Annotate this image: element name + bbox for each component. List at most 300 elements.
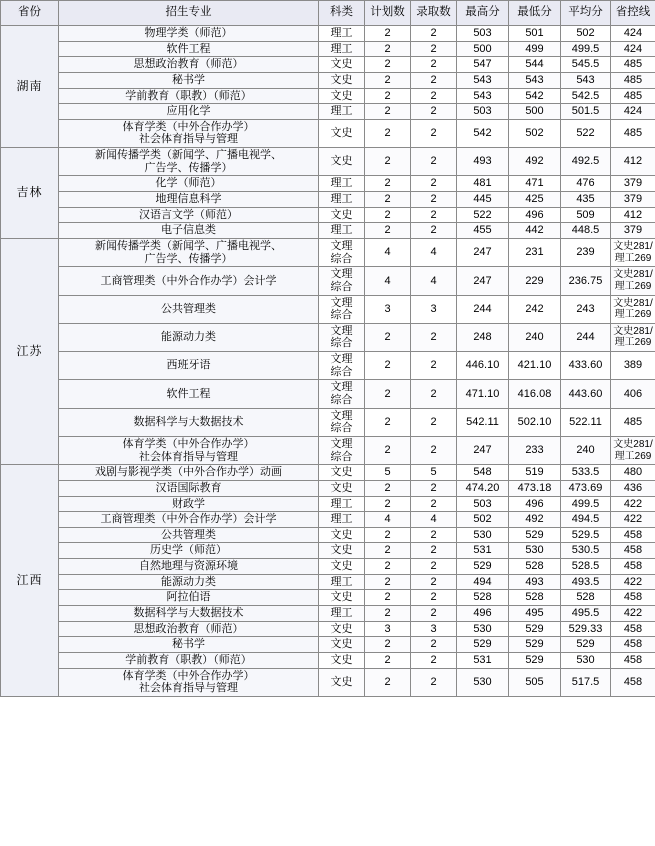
max-score-cell: 445	[457, 192, 509, 208]
control-line-cell: 文史281/ 理工269	[611, 436, 655, 464]
min-score-cell: 492	[509, 512, 561, 528]
category-cell: 理工	[319, 574, 365, 590]
min-score-cell: 500	[509, 104, 561, 120]
avg-score-cell: 543	[561, 72, 611, 88]
min-score-cell: 501	[509, 26, 561, 42]
min-score-cell: 493	[509, 574, 561, 590]
plan-count-cell: 4	[365, 512, 411, 528]
header-avg-score: 平均分	[561, 1, 611, 26]
table-row	[1, 574, 655, 590]
major-cell: 软件工程	[59, 380, 319, 408]
control-line-cell: 422	[611, 512, 655, 528]
admitted-count-cell: 2	[411, 148, 457, 176]
admitted-count-cell: 2	[411, 574, 457, 590]
category-cell: 文理 综合	[319, 323, 365, 351]
avg-score-cell: 239	[561, 238, 611, 266]
min-score-cell: 229	[509, 267, 561, 295]
category-cell: 文理 综合	[319, 436, 365, 464]
plan-count-cell: 2	[365, 496, 411, 512]
table-row	[1, 480, 655, 496]
table-row	[1, 41, 655, 57]
category-cell: 文理 综合	[319, 295, 365, 323]
major-cell: 体育学类（中外合作办学） 社会体育指导与管理	[59, 668, 319, 696]
major-cell: 化学（师范）	[59, 176, 319, 192]
category-cell: 文史	[319, 207, 365, 223]
min-score-cell: 528	[509, 559, 561, 575]
category-cell: 文理 综合	[319, 352, 365, 380]
table-row	[1, 380, 655, 408]
major-cell: 学前教育（职教）（师范）	[59, 652, 319, 668]
province-cell: 江苏	[1, 238, 59, 464]
category-cell: 文史	[319, 590, 365, 606]
max-score-cell: 446.10	[457, 352, 509, 380]
category-cell: 文理 综合	[319, 408, 365, 436]
control-line-cell: 412	[611, 148, 655, 176]
major-cell: 公共管理类	[59, 295, 319, 323]
table-row	[1, 352, 655, 380]
table-row	[1, 267, 655, 295]
category-cell: 理工	[319, 104, 365, 120]
min-score-cell: 421.10	[509, 352, 561, 380]
min-score-cell: 492	[509, 148, 561, 176]
admitted-count-cell: 2	[411, 637, 457, 653]
major-cell: 新闻传播学类（新闻学、广播电视学、 广告学、传播学）	[59, 238, 319, 266]
admitted-count-cell: 2	[411, 352, 457, 380]
admitted-count-cell: 2	[411, 605, 457, 621]
avg-score-cell: 509	[561, 207, 611, 223]
avg-score-cell: 443.60	[561, 380, 611, 408]
control-line-cell: 485	[611, 119, 655, 147]
max-score-cell: 547	[457, 57, 509, 73]
major-cell: 思想政治教育（师范）	[59, 621, 319, 637]
max-score-cell: 542	[457, 119, 509, 147]
control-line-cell: 379	[611, 192, 655, 208]
control-line-cell: 424	[611, 104, 655, 120]
max-score-cell: 474.20	[457, 480, 509, 496]
category-cell: 理工	[319, 26, 365, 42]
major-cell: 学前教育（职教）（师范）	[59, 88, 319, 104]
table-row	[1, 436, 655, 464]
table-row	[1, 26, 655, 42]
major-cell: 工商管理类（中外合作办学）会计学	[59, 267, 319, 295]
plan-count-cell: 2	[365, 637, 411, 653]
major-cell: 西班牙语	[59, 352, 319, 380]
min-score-cell: 473.18	[509, 480, 561, 496]
header-major: 招生专业	[59, 1, 319, 26]
major-cell: 秘书学	[59, 637, 319, 653]
admitted-count-cell: 2	[411, 652, 457, 668]
major-cell: 财政学	[59, 496, 319, 512]
max-score-cell: 543	[457, 88, 509, 104]
plan-count-cell: 2	[365, 223, 411, 239]
avg-score-cell: 494.5	[561, 512, 611, 528]
plan-count-cell: 4	[365, 238, 411, 266]
min-score-cell: 529	[509, 652, 561, 668]
avg-score-cell: 528	[561, 590, 611, 606]
control-line-cell: 458	[611, 668, 655, 696]
min-score-cell: 242	[509, 295, 561, 323]
admitted-count-cell: 2	[411, 496, 457, 512]
min-score-cell: 529	[509, 527, 561, 543]
avg-score-cell: 492.5	[561, 148, 611, 176]
control-line-cell: 379	[611, 223, 655, 239]
min-score-cell: 442	[509, 223, 561, 239]
plan-count-cell: 3	[365, 295, 411, 323]
category-cell: 理工	[319, 41, 365, 57]
admitted-count-cell: 2	[411, 559, 457, 575]
table-row	[1, 192, 655, 208]
table-row	[1, 512, 655, 528]
plan-count-cell: 2	[365, 559, 411, 575]
plan-count-cell: 2	[365, 652, 411, 668]
avg-score-cell: 435	[561, 192, 611, 208]
control-line-cell: 412	[611, 207, 655, 223]
control-line-cell: 458	[611, 621, 655, 637]
admitted-count-cell: 3	[411, 621, 457, 637]
category-cell: 文史	[319, 637, 365, 653]
plan-count-cell: 2	[365, 605, 411, 621]
major-cell: 秘书学	[59, 72, 319, 88]
control-line-cell: 458	[611, 637, 655, 653]
table-row	[1, 104, 655, 120]
major-cell: 数据科学与大数据技术	[59, 408, 319, 436]
min-score-cell: 499	[509, 41, 561, 57]
min-score-cell: 502	[509, 119, 561, 147]
control-line-cell: 文史281/ 理工269	[611, 267, 655, 295]
control-line-cell: 文史281/ 理工269	[611, 323, 655, 351]
max-score-cell: 502	[457, 512, 509, 528]
admitted-count-cell: 2	[411, 323, 457, 351]
major-cell: 能源动力类	[59, 574, 319, 590]
control-line-cell: 422	[611, 574, 655, 590]
header-control-line: 省控线	[611, 1, 655, 26]
max-score-cell: 247	[457, 238, 509, 266]
major-cell: 软件工程	[59, 41, 319, 57]
table-row	[1, 148, 655, 176]
avg-score-cell: 522.11	[561, 408, 611, 436]
admitted-count-cell: 2	[411, 408, 457, 436]
plan-count-cell: 4	[365, 267, 411, 295]
header-plan-count: 计划数	[365, 1, 411, 26]
control-line-cell: 458	[611, 527, 655, 543]
max-score-cell: 494	[457, 574, 509, 590]
table-row	[1, 465, 655, 481]
category-cell: 文理 综合	[319, 380, 365, 408]
max-score-cell: 500	[457, 41, 509, 57]
avg-score-cell: 433.60	[561, 352, 611, 380]
control-line-cell: 422	[611, 605, 655, 621]
control-line-cell: 480	[611, 465, 655, 481]
max-score-cell: 522	[457, 207, 509, 223]
table-row	[1, 652, 655, 668]
avg-score-cell: 530.5	[561, 543, 611, 559]
max-score-cell: 503	[457, 496, 509, 512]
max-score-cell: 528	[457, 590, 509, 606]
min-score-cell: 544	[509, 57, 561, 73]
min-score-cell: 543	[509, 72, 561, 88]
avg-score-cell: 522	[561, 119, 611, 147]
avg-score-cell: 528.5	[561, 559, 611, 575]
control-line-cell: 文史281/ 理工269	[611, 238, 655, 266]
plan-count-cell: 2	[365, 57, 411, 73]
table-row	[1, 57, 655, 73]
min-score-cell: 496	[509, 207, 561, 223]
major-cell: 历史学（师范）	[59, 543, 319, 559]
category-cell: 文史	[319, 668, 365, 696]
plan-count-cell: 2	[365, 352, 411, 380]
control-line-cell: 458	[611, 559, 655, 575]
control-line-cell: 485	[611, 57, 655, 73]
category-cell: 理工	[319, 605, 365, 621]
category-cell: 文史	[319, 119, 365, 147]
table-row	[1, 496, 655, 512]
avg-score-cell: 240	[561, 436, 611, 464]
min-score-cell: 505	[509, 668, 561, 696]
max-score-cell: 531	[457, 543, 509, 559]
admitted-count-cell: 2	[411, 207, 457, 223]
table-row	[1, 238, 655, 266]
category-cell: 文史	[319, 543, 365, 559]
min-score-cell: 542	[509, 88, 561, 104]
avg-score-cell: 502	[561, 26, 611, 42]
table-row	[1, 527, 655, 543]
header-category: 科类	[319, 1, 365, 26]
table-row	[1, 621, 655, 637]
table-header-row	[1, 1, 655, 26]
table-row	[1, 295, 655, 323]
admitted-count-cell: 2	[411, 590, 457, 606]
province-cell: 吉林	[1, 148, 59, 239]
table-row	[1, 119, 655, 147]
admitted-count-cell: 2	[411, 380, 457, 408]
avg-score-cell: 530	[561, 652, 611, 668]
header-min-score: 最低分	[509, 1, 561, 26]
max-score-cell: 247	[457, 436, 509, 464]
major-cell: 新闻传播学类（新闻学、广播电视学、 广告学、传播学）	[59, 148, 319, 176]
min-score-cell: 425	[509, 192, 561, 208]
category-cell: 文史	[319, 57, 365, 73]
avg-score-cell: 517.5	[561, 668, 611, 696]
max-score-cell: 455	[457, 223, 509, 239]
category-cell: 理工	[319, 176, 365, 192]
control-line-cell: 485	[611, 408, 655, 436]
plan-count-cell: 2	[365, 148, 411, 176]
avg-score-cell: 448.5	[561, 223, 611, 239]
plan-count-cell: 2	[365, 480, 411, 496]
avg-score-cell: 499.5	[561, 41, 611, 57]
max-score-cell: 531	[457, 652, 509, 668]
admitted-count-cell: 2	[411, 543, 457, 559]
admitted-count-cell: 3	[411, 295, 457, 323]
min-score-cell: 529	[509, 621, 561, 637]
min-score-cell: 530	[509, 543, 561, 559]
min-score-cell: 529	[509, 637, 561, 653]
category-cell: 理工	[319, 192, 365, 208]
table-row	[1, 408, 655, 436]
min-score-cell: 471	[509, 176, 561, 192]
category-cell: 文史	[319, 480, 365, 496]
max-score-cell: 548	[457, 465, 509, 481]
control-line-cell: 422	[611, 496, 655, 512]
admitted-count-cell: 2	[411, 104, 457, 120]
plan-count-cell: 2	[365, 380, 411, 408]
category-cell: 文史	[319, 527, 365, 543]
admitted-count-cell: 2	[411, 57, 457, 73]
control-line-cell: 389	[611, 352, 655, 380]
table-body	[1, 26, 655, 697]
plan-count-cell: 2	[365, 192, 411, 208]
major-cell: 自然地理与资源环境	[59, 559, 319, 575]
major-cell: 能源动力类	[59, 323, 319, 351]
major-cell: 公共管理类	[59, 527, 319, 543]
plan-count-cell: 3	[365, 621, 411, 637]
plan-count-cell: 2	[365, 668, 411, 696]
table-row	[1, 72, 655, 88]
admitted-count-cell: 2	[411, 119, 457, 147]
admitted-count-cell: 2	[411, 668, 457, 696]
avg-score-cell: 236.75	[561, 267, 611, 295]
avg-score-cell: 243	[561, 295, 611, 323]
min-score-cell: 233	[509, 436, 561, 464]
major-cell: 思想政治教育（师范）	[59, 57, 319, 73]
plan-count-cell: 2	[365, 176, 411, 192]
min-score-cell: 240	[509, 323, 561, 351]
admitted-count-cell: 2	[411, 41, 457, 57]
province-cell: 江西	[1, 465, 59, 697]
control-line-cell: 485	[611, 72, 655, 88]
min-score-cell: 495	[509, 605, 561, 621]
max-score-cell: 248	[457, 323, 509, 351]
table-row	[1, 88, 655, 104]
max-score-cell: 530	[457, 621, 509, 637]
max-score-cell: 529	[457, 637, 509, 653]
max-score-cell: 530	[457, 668, 509, 696]
control-line-cell: 文史281/ 理工269	[611, 295, 655, 323]
major-cell: 数据科学与大数据技术	[59, 605, 319, 621]
admitted-count-cell: 4	[411, 267, 457, 295]
plan-count-cell: 2	[365, 72, 411, 88]
admitted-count-cell: 2	[411, 72, 457, 88]
category-cell: 理工	[319, 223, 365, 239]
min-score-cell: 416.08	[509, 380, 561, 408]
major-cell: 汉语言文学（师范）	[59, 207, 319, 223]
admitted-count-cell: 2	[411, 176, 457, 192]
major-cell: 戏剧与影视学类（中外合作办学）动画	[59, 465, 319, 481]
plan-count-cell: 2	[365, 323, 411, 351]
control-line-cell: 458	[611, 543, 655, 559]
control-line-cell: 406	[611, 380, 655, 408]
admitted-count-cell: 2	[411, 192, 457, 208]
avg-score-cell: 529.33	[561, 621, 611, 637]
plan-count-cell: 5	[365, 465, 411, 481]
avg-score-cell: 499.5	[561, 496, 611, 512]
plan-count-cell: 2	[365, 207, 411, 223]
max-score-cell: 481	[457, 176, 509, 192]
control-line-cell: 436	[611, 480, 655, 496]
header-admitted-count: 录取数	[411, 1, 457, 26]
category-cell: 文理 综合	[319, 238, 365, 266]
category-cell: 文史	[319, 465, 365, 481]
table-row	[1, 605, 655, 621]
plan-count-cell: 2	[365, 590, 411, 606]
major-cell: 汉语国际教育	[59, 480, 319, 496]
admitted-count-cell: 2	[411, 527, 457, 543]
admitted-count-cell: 4	[411, 238, 457, 266]
table-row	[1, 543, 655, 559]
plan-count-cell: 2	[365, 119, 411, 147]
category-cell: 文史	[319, 88, 365, 104]
province-cell: 湖南	[1, 26, 59, 148]
plan-count-cell: 2	[365, 436, 411, 464]
table-row	[1, 176, 655, 192]
max-score-cell: 530	[457, 527, 509, 543]
plan-count-cell: 2	[365, 41, 411, 57]
min-score-cell: 502.10	[509, 408, 561, 436]
header-province: 省份	[1, 1, 59, 26]
major-cell: 工商管理类（中外合作办学）会计学	[59, 512, 319, 528]
admitted-count-cell: 2	[411, 223, 457, 239]
min-score-cell: 231	[509, 238, 561, 266]
control-line-cell: 485	[611, 88, 655, 104]
max-score-cell: 543	[457, 72, 509, 88]
control-line-cell: 458	[611, 590, 655, 606]
min-score-cell: 519	[509, 465, 561, 481]
category-cell: 文史	[319, 621, 365, 637]
max-score-cell: 542.11	[457, 408, 509, 436]
major-cell: 物理学类（师范）	[59, 26, 319, 42]
major-cell: 应用化学	[59, 104, 319, 120]
category-cell: 文史	[319, 72, 365, 88]
major-cell: 电子信息类	[59, 223, 319, 239]
table-row	[1, 207, 655, 223]
admitted-count-cell: 2	[411, 26, 457, 42]
control-line-cell: 424	[611, 41, 655, 57]
table-row	[1, 323, 655, 351]
max-score-cell: 496	[457, 605, 509, 621]
avg-score-cell: 495.5	[561, 605, 611, 621]
admitted-count-cell: 5	[411, 465, 457, 481]
category-cell: 理工	[319, 512, 365, 528]
avg-score-cell: 542.5	[561, 88, 611, 104]
avg-score-cell: 501.5	[561, 104, 611, 120]
max-score-cell: 529	[457, 559, 509, 575]
admitted-count-cell: 2	[411, 480, 457, 496]
avg-score-cell: 473.69	[561, 480, 611, 496]
max-score-cell: 503	[457, 26, 509, 42]
table-row	[1, 223, 655, 239]
category-cell: 文理 综合	[319, 267, 365, 295]
min-score-cell: 528	[509, 590, 561, 606]
category-cell: 文史	[319, 559, 365, 575]
table-row	[1, 590, 655, 606]
plan-count-cell: 2	[365, 527, 411, 543]
min-score-cell: 496	[509, 496, 561, 512]
major-cell: 体育学类（中外合作办学） 社会体育指导与管理	[59, 436, 319, 464]
table-row	[1, 559, 655, 575]
table-row	[1, 637, 655, 653]
table-header	[1, 1, 655, 26]
header-max-score: 最高分	[457, 1, 509, 26]
max-score-cell: 493	[457, 148, 509, 176]
plan-count-cell: 2	[365, 88, 411, 104]
admitted-count-cell: 2	[411, 88, 457, 104]
plan-count-cell: 2	[365, 26, 411, 42]
table-row	[1, 668, 655, 696]
plan-count-cell: 2	[365, 104, 411, 120]
max-score-cell: 503	[457, 104, 509, 120]
plan-count-cell: 2	[365, 543, 411, 559]
major-cell: 体育学类（中外合作办学） 社会体育指导与管理	[59, 119, 319, 147]
